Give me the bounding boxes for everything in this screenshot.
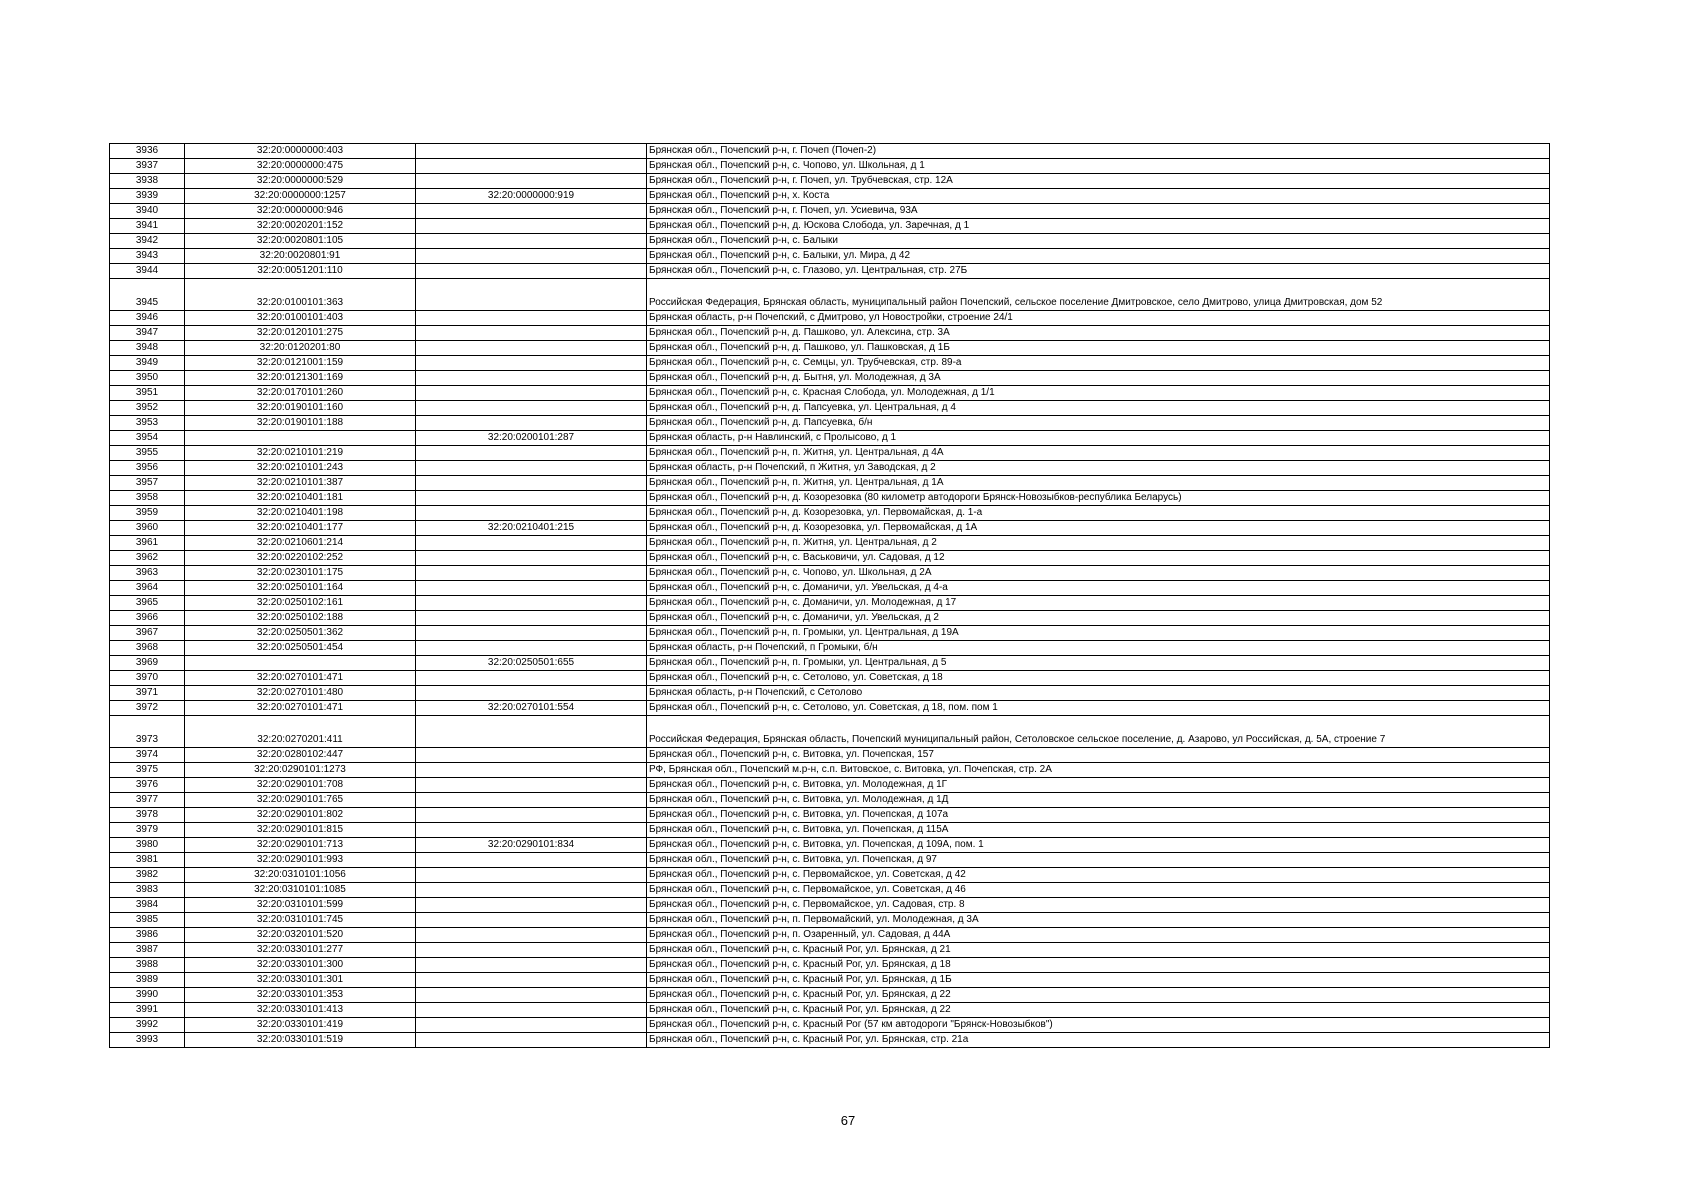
related-cadastral-number-cell: 32:20:0290101:834 <box>416 838 647 853</box>
address-cell: Брянская обл., Почепский р-н, с. Доманичи, ул. Увельская, д 2 <box>647 611 1550 626</box>
address-cell: Брянская обл., Почепский р-н, д. Козорезовка (80 километр автодороги Брянск-Новозыбков-республика Беларусь) <box>647 491 1550 506</box>
related-cadastral-number-cell <box>416 1003 647 1018</box>
table-row <box>110 626 1550 641</box>
row-number-cell: 3993 <box>110 1033 185 1048</box>
table-row <box>110 853 1550 868</box>
table-row <box>110 1003 1550 1018</box>
row-number-cell: 3989 <box>110 973 185 988</box>
address-cell: Брянская обл., Почепский р-н, с. Красный Рог, ул. Брянская, д 21 <box>647 943 1550 958</box>
related-cadastral-number-cell <box>416 551 647 566</box>
related-cadastral-number-cell <box>416 536 647 551</box>
related-cadastral-number-cell <box>416 626 647 641</box>
row-number-cell: 3948 <box>110 341 185 356</box>
related-cadastral-number-cell <box>416 386 647 401</box>
related-cadastral-number-cell <box>416 461 647 476</box>
row-number-cell: 3976 <box>110 778 185 793</box>
address-cell: Брянская обл., Почепский р-н, с. Витовка, ул. Молодежная, д 1Г <box>647 778 1550 793</box>
cadastral-number-cell: 32:20:0250102:188 <box>185 611 416 626</box>
cadastral-number-cell: 32:20:0210401:177 <box>185 521 416 536</box>
row-number-cell: 3981 <box>110 853 185 868</box>
cadastral-number-cell: 32:20:0230101:175 <box>185 566 416 581</box>
related-cadastral-number-cell <box>416 506 647 521</box>
cadastral-number-cell: 32:20:0000000:946 <box>185 204 416 219</box>
row-number-cell: 3941 <box>110 219 185 234</box>
cadastral-number-cell: 32:20:0100101:363 <box>185 279 416 311</box>
row-number-cell: 3973 <box>110 716 185 748</box>
table-row <box>110 159 1550 174</box>
row-number-cell: 3982 <box>110 868 185 883</box>
address-cell: Брянская обл., Почепский р-н, с. Витовка, ул. Молодежная, д 1Д <box>647 793 1550 808</box>
address-cell: Брянская обл., Почепский р-н, с. Чопово, ул. Школьная, д 1 <box>647 159 1550 174</box>
table-row <box>110 461 1550 476</box>
cadastral-number-cell: 32:20:0210101:387 <box>185 476 416 491</box>
table-row <box>110 521 1550 536</box>
related-cadastral-number-cell <box>416 671 647 686</box>
cadastral-number-cell: 32:20:0330101:277 <box>185 943 416 958</box>
table-row <box>110 763 1550 778</box>
table-row <box>110 686 1550 701</box>
row-number-cell: 3954 <box>110 431 185 446</box>
table-row <box>110 1018 1550 1033</box>
table-row <box>110 883 1550 898</box>
table-row <box>110 793 1550 808</box>
table-row <box>110 476 1550 491</box>
cadastral-number-cell: 32:20:0210101:219 <box>185 446 416 461</box>
table-row <box>110 973 1550 988</box>
table-row <box>110 431 1550 446</box>
address-cell: Брянская обл., Почепский р-н, х. Коста <box>647 189 1550 204</box>
table-row <box>110 189 1550 204</box>
address-cell: Брянская обл., Почепский р-н, д. Бытня, ул. Молодежная, д 3А <box>647 371 1550 386</box>
address-cell: Брянская область, р-н Навлинский, с Пролысово, д 1 <box>647 431 1550 446</box>
address-cell: Брянская область, р-н Почепский, п Житня, ул Заводская, д 2 <box>647 461 1550 476</box>
related-cadastral-number-cell <box>416 476 647 491</box>
address-cell: Брянская обл., Почепский р-н, с. Чопово, ул. Школьная, д 2А <box>647 566 1550 581</box>
table-row <box>110 204 1550 219</box>
row-number-cell: 3936 <box>110 144 185 159</box>
address-cell: Брянская обл., Почепский р-н, с. Витовка, ул. Почепская, д 109А, пом. 1 <box>647 838 1550 853</box>
row-number-cell: 3944 <box>110 264 185 279</box>
address-cell: Российская Федерация, Брянская область, Почепский муниципальный район, Сетоловское сельское поселение, д. Азарово, ул Российская, д. 5А, строение 7 <box>647 716 1550 748</box>
row-number-cell: 3937 <box>110 159 185 174</box>
cadastral-number-cell: 32:20:0000000:1257 <box>185 189 416 204</box>
table-row <box>110 808 1550 823</box>
row-number-cell: 3978 <box>110 808 185 823</box>
row-number-cell: 3942 <box>110 234 185 249</box>
address-cell: Брянская обл., Почепский р-н, д. Папсуевка, б/н <box>647 416 1550 431</box>
cadastral-number-cell: 32:20:0290101:802 <box>185 808 416 823</box>
address-cell: Брянская обл., Почепский р-н, д. Папсуевка, ул. Центральная, д 4 <box>647 401 1550 416</box>
cadastral-number-cell: 32:20:0250501:362 <box>185 626 416 641</box>
address-cell: Брянская обл., Почепский р-н, с. Красный Рог, ул. Брянская, д 22 <box>647 1003 1550 1018</box>
cadastral-number-cell: 32:20:0210101:243 <box>185 461 416 476</box>
row-number-cell: 3970 <box>110 671 185 686</box>
row-number-cell: 3984 <box>110 898 185 913</box>
table-row <box>110 416 1550 431</box>
cadastral-number-cell: 32:20:0100101:403 <box>185 311 416 326</box>
row-number-cell: 3971 <box>110 686 185 701</box>
address-cell: Брянская обл., Почепский р-н, с. Витовка, ул. Почепская, д 97 <box>647 853 1550 868</box>
related-cadastral-number-cell: 32:20:0210401:215 <box>416 521 647 536</box>
row-number-cell: 3957 <box>110 476 185 491</box>
related-cadastral-number-cell <box>416 279 647 311</box>
table-row <box>110 898 1550 913</box>
cadastral-number-cell: 32:20:0280102:447 <box>185 748 416 763</box>
address-cell: РФ, Брянская обл., Почепский м.р-н, с.п. Витовское, с. Витовка, ул. Почепская, стр. 2А <box>647 763 1550 778</box>
related-cadastral-number-cell <box>416 416 647 431</box>
row-number-cell: 3966 <box>110 611 185 626</box>
table-row <box>110 943 1550 958</box>
cadastral-number-cell: 32:20:0121001:159 <box>185 356 416 371</box>
table-row <box>110 958 1550 973</box>
row-number-cell: 3959 <box>110 506 185 521</box>
address-cell: Брянская обл., Почепский р-н, п. Озаренный, ул. Садовая, д 44А <box>647 928 1550 943</box>
cadastral-number-cell: 32:20:0290101:708 <box>185 778 416 793</box>
address-cell: Брянская обл., Почепский р-н, д. Козорезовка, ул. Первомайская, д 1А <box>647 521 1550 536</box>
related-cadastral-number-cell: 32:20:0200101:287 <box>416 431 647 446</box>
table-row <box>110 219 1550 234</box>
address-cell: Брянская обл., Почепский р-н, с. Васьковичи, ул. Садовая, д 12 <box>647 551 1550 566</box>
address-cell: Брянская обл., Почепский р-н, г. Почеп (Почеп-2) <box>647 144 1550 159</box>
related-cadastral-number-cell <box>416 566 647 581</box>
row-number-cell: 3980 <box>110 838 185 853</box>
cadastral-number-cell: 32:20:0290101:1273 <box>185 763 416 778</box>
address-cell: Брянская обл., Почепский р-н, п. Первомайский, ул. Молодежная, д 3А <box>647 913 1550 928</box>
cadastral-number-cell: 32:20:0310101:1085 <box>185 883 416 898</box>
table-row <box>110 928 1550 943</box>
related-cadastral-number-cell <box>416 264 647 279</box>
related-cadastral-number-cell <box>416 219 647 234</box>
cadastral-number-cell: 32:20:0120101:275 <box>185 326 416 341</box>
cadastral-number-cell: 32:20:0220102:252 <box>185 551 416 566</box>
table-row <box>110 988 1550 1003</box>
row-number-cell: 3945 <box>110 279 185 311</box>
related-cadastral-number-cell: 32:20:0000000:919 <box>416 189 647 204</box>
table-row <box>110 748 1550 763</box>
address-cell: Брянская обл., Почепский р-н, с. Красный Рог, ул. Брянская, д 22 <box>647 988 1550 1003</box>
cadastral-number-cell: 32:20:0310101:599 <box>185 898 416 913</box>
address-cell: Брянская обл., Почепский р-н, с. Витовка, ул. Почепская, 157 <box>647 748 1550 763</box>
row-number-cell: 3950 <box>110 371 185 386</box>
cadastral-number-cell: 32:20:0310101:1056 <box>185 868 416 883</box>
address-cell: Брянская обл., Почепский р-н, с. Сетолово, ул. Советская, д 18, пом. пом 1 <box>647 701 1550 716</box>
cadastral-number-cell: 32:20:0290101:765 <box>185 793 416 808</box>
cadastral-number-cell: 32:20:0320101:520 <box>185 928 416 943</box>
row-number-cell: 3991 <box>110 1003 185 1018</box>
row-number-cell: 3972 <box>110 701 185 716</box>
table-row <box>110 596 1550 611</box>
table-row <box>110 671 1550 686</box>
table-row <box>110 838 1550 853</box>
related-cadastral-number-cell <box>416 159 647 174</box>
row-number-cell: 3958 <box>110 491 185 506</box>
row-number-cell: 3964 <box>110 581 185 596</box>
related-cadastral-number-cell <box>416 611 647 626</box>
table-row <box>110 371 1550 386</box>
address-cell: Брянская обл., Почепский р-н, с. Первомайское, ул. Советская, д 46 <box>647 883 1550 898</box>
cadastral-number-cell: 32:20:0120201:80 <box>185 341 416 356</box>
table-body <box>110 144 1550 1048</box>
related-cadastral-number-cell <box>416 326 647 341</box>
cadastral-number-cell: 32:20:0051201:110 <box>185 264 416 279</box>
row-number-cell: 3960 <box>110 521 185 536</box>
cadastral-number-cell: 32:20:0330101:413 <box>185 1003 416 1018</box>
table-row <box>110 249 1550 264</box>
related-cadastral-number-cell <box>416 341 647 356</box>
cadastral-number-cell: 32:20:0020201:152 <box>185 219 416 234</box>
row-number-cell: 3946 <box>110 311 185 326</box>
related-cadastral-number-cell <box>416 943 647 958</box>
address-cell: Брянская обл., Почепский р-н, с. Красный Рог, ул. Брянская, стр. 21а <box>647 1033 1550 1048</box>
address-cell: Брянская область, р-н Почепский, с Сетолово <box>647 686 1550 701</box>
row-number-cell: 3983 <box>110 883 185 898</box>
cadastral-number-cell: 32:20:0190101:188 <box>185 416 416 431</box>
table-row <box>110 611 1550 626</box>
cadastral-number-cell: 32:20:0020801:105 <box>185 234 416 249</box>
related-cadastral-number-cell: 32:20:0250501:655 <box>416 656 647 671</box>
table-row <box>110 144 1550 159</box>
related-cadastral-number-cell: 32:20:0270101:554 <box>416 701 647 716</box>
related-cadastral-number-cell <box>416 446 647 461</box>
cadastral-number-cell: 32:20:0270101:480 <box>185 686 416 701</box>
address-cell: Брянская обл., Почепский р-н, с. Красный Рог, ул. Брянская, д 18 <box>647 958 1550 973</box>
cadastral-number-cell: 32:20:0330101:519 <box>185 1033 416 1048</box>
cadastral-number-cell: 32:20:0020801:91 <box>185 249 416 264</box>
address-cell: Брянская обл., Почепский р-н, с. Витовка, ул. Почепская, д 115А <box>647 823 1550 838</box>
related-cadastral-number-cell <box>416 581 647 596</box>
cadastral-number-cell: 32:20:0000000:403 <box>185 144 416 159</box>
related-cadastral-number-cell <box>416 641 647 656</box>
table-row <box>110 491 1550 506</box>
address-cell: Брянская обл., Почепский р-н, д. Козорезовка, ул. Первомайская, д. 1-а <box>647 506 1550 521</box>
related-cadastral-number-cell <box>416 883 647 898</box>
table-row <box>110 264 1550 279</box>
row-number-cell: 3967 <box>110 626 185 641</box>
related-cadastral-number-cell <box>416 249 647 264</box>
cadastral-number-cell: 32:20:0170101:260 <box>185 386 416 401</box>
row-number-cell: 3939 <box>110 189 185 204</box>
row-number-cell: 3961 <box>110 536 185 551</box>
cadastral-number-cell: 32:20:0190101:160 <box>185 401 416 416</box>
table-row <box>110 656 1550 671</box>
related-cadastral-number-cell <box>416 763 647 778</box>
cadastral-number-cell: 32:20:0290101:815 <box>185 823 416 838</box>
table-row <box>110 356 1550 371</box>
address-cell: Брянская обл., Почепский р-н, с. Красный Рог (57 км автодороги "Брянск-Новозыбков") <box>647 1018 1550 1033</box>
table-row <box>110 401 1550 416</box>
cadastral-number-cell: 32:20:0270101:471 <box>185 671 416 686</box>
table-row <box>110 551 1550 566</box>
related-cadastral-number-cell <box>416 491 647 506</box>
row-number-cell: 3988 <box>110 958 185 973</box>
address-cell: Брянская обл., Почепский р-н, д. Юскова Слобода, ул. Заречная, д 1 <box>647 219 1550 234</box>
cadastral-number-cell: 32:20:0210401:181 <box>185 491 416 506</box>
table-row <box>110 641 1550 656</box>
cadastral-number-cell: 32:20:0330101:353 <box>185 988 416 1003</box>
row-number-cell: 3979 <box>110 823 185 838</box>
related-cadastral-number-cell <box>416 596 647 611</box>
table-row <box>110 279 1550 311</box>
related-cadastral-number-cell <box>416 686 647 701</box>
row-number-cell: 3975 <box>110 763 185 778</box>
address-cell: Брянская обл., Почепский р-н, п. Громыки, ул. Центральная, д 19А <box>647 626 1550 641</box>
row-number-cell: 3952 <box>110 401 185 416</box>
cadastral-number-cell: 32:20:0210601:214 <box>185 536 416 551</box>
table-row <box>110 701 1550 716</box>
related-cadastral-number-cell <box>416 928 647 943</box>
table-row <box>110 506 1550 521</box>
related-cadastral-number-cell <box>416 1033 647 1048</box>
row-number-cell: 3987 <box>110 943 185 958</box>
row-number-cell: 3940 <box>110 204 185 219</box>
related-cadastral-number-cell <box>416 234 647 249</box>
cadastral-number-cell: 32:20:0330101:419 <box>185 1018 416 1033</box>
address-cell: Брянская обл., Почепский р-н, с. Красная Слобода, ул. Молодежная, д 1/1 <box>647 386 1550 401</box>
row-number-cell: 3977 <box>110 793 185 808</box>
related-cadastral-number-cell <box>416 823 647 838</box>
row-number-cell: 3974 <box>110 748 185 763</box>
related-cadastral-number-cell <box>416 371 647 386</box>
address-cell: Брянская обл., Почепский р-н, с. Первомайское, ул. Советская, д 42 <box>647 868 1550 883</box>
property-table <box>109 143 1550 1048</box>
row-number-cell: 3963 <box>110 566 185 581</box>
row-number-cell: 3955 <box>110 446 185 461</box>
table-row <box>110 386 1550 401</box>
related-cadastral-number-cell <box>416 311 647 326</box>
row-number-cell: 3951 <box>110 386 185 401</box>
related-cadastral-number-cell <box>416 898 647 913</box>
address-cell: Брянская обл., Почепский р-н, с. Красный Рог, ул. Брянская, д 1Б <box>647 973 1550 988</box>
cadastral-number-cell: 32:20:0000000:475 <box>185 159 416 174</box>
table-row <box>110 174 1550 189</box>
table-row <box>110 823 1550 838</box>
table-row <box>110 778 1550 793</box>
table-row <box>110 341 1550 356</box>
address-cell: Брянская область, р-н Почепский, п Громыки, б/н <box>647 641 1550 656</box>
address-cell: Брянская обл., Почепский р-н, с. Первомайское, ул. Садовая, стр. 8 <box>647 898 1550 913</box>
table-row <box>110 913 1550 928</box>
related-cadastral-number-cell <box>416 401 647 416</box>
related-cadastral-number-cell <box>416 988 647 1003</box>
table-row <box>110 446 1550 461</box>
table-row <box>110 311 1550 326</box>
address-cell: Брянская обл., Почепский р-н, п. Житня, ул. Центральная, д 1А <box>647 476 1550 491</box>
row-number-cell: 3968 <box>110 641 185 656</box>
table-row <box>110 326 1550 341</box>
row-number-cell: 3949 <box>110 356 185 371</box>
page-number: 67 <box>840 1113 856 1128</box>
related-cadastral-number-cell <box>416 174 647 189</box>
address-cell: Брянская обл., Почепский р-н, с. Доманичи, ул. Увельская, д 4-а <box>647 581 1550 596</box>
address-cell: Брянская область, р-н Почепский, с Дмитрово, ул Новостройки, строение 24/1 <box>647 311 1550 326</box>
cadastral-number-cell: 32:20:0210401:198 <box>185 506 416 521</box>
related-cadastral-number-cell <box>416 778 647 793</box>
cadastral-number-cell: 32:20:0290101:713 <box>185 838 416 853</box>
cadastral-number-cell: 32:20:0270101:471 <box>185 701 416 716</box>
related-cadastral-number-cell <box>416 913 647 928</box>
address-cell: Брянская обл., Почепский р-н, п. Громыки, ул. Центральная, д 5 <box>647 656 1550 671</box>
related-cadastral-number-cell <box>416 356 647 371</box>
row-number-cell: 3962 <box>110 551 185 566</box>
related-cadastral-number-cell <box>416 868 647 883</box>
related-cadastral-number-cell <box>416 204 647 219</box>
related-cadastral-number-cell <box>416 144 647 159</box>
row-number-cell: 3956 <box>110 461 185 476</box>
cadastral-number-cell: 32:20:0000000:529 <box>185 174 416 189</box>
related-cadastral-number-cell <box>416 748 647 763</box>
address-cell: Брянская обл., Почепский р-н, с. Доманичи, ул. Молодежная, д 17 <box>647 596 1550 611</box>
address-cell: Брянская обл., Почепский р-н, д. Пашково, ул. Пашковская, д 1Б <box>647 341 1550 356</box>
cadastral-number-cell <box>185 431 416 446</box>
address-cell: Брянская обл., Почепский р-н, с. Балыки <box>647 234 1550 249</box>
table-row <box>110 536 1550 551</box>
cadastral-number-cell: 32:20:0330101:301 <box>185 973 416 988</box>
address-cell: Брянская обл., Почепский р-н, с. Глазово, ул. Центральная, стр. 27Б <box>647 264 1550 279</box>
row-number-cell: 3965 <box>110 596 185 611</box>
cadastral-number-cell <box>185 656 416 671</box>
related-cadastral-number-cell <box>416 853 647 868</box>
row-number-cell: 3969 <box>110 656 185 671</box>
cadastral-number-cell: 32:20:0250101:164 <box>185 581 416 596</box>
table-row <box>110 868 1550 883</box>
address-cell: Брянская обл., Почепский р-н, д. Пашково, ул. Алексина, стр. 3А <box>647 326 1550 341</box>
related-cadastral-number-cell <box>416 1018 647 1033</box>
row-number-cell: 3943 <box>110 249 185 264</box>
cadastral-number-cell: 32:20:0121301:169 <box>185 371 416 386</box>
table-row <box>110 716 1550 748</box>
cadastral-number-cell: 32:20:0250501:454 <box>185 641 416 656</box>
table-row <box>110 1033 1550 1048</box>
address-cell: Брянская обл., Почепский р-н, с. Балыки, ул. Мира, д 42 <box>647 249 1550 264</box>
related-cadastral-number-cell <box>416 973 647 988</box>
row-number-cell: 3947 <box>110 326 185 341</box>
address-cell: Брянская обл., Почепский р-н, с. Сетолово, ул. Советская, д 18 <box>647 671 1550 686</box>
cadastral-number-cell: 32:20:0330101:300 <box>185 958 416 973</box>
cadastral-number-cell: 32:20:0310101:745 <box>185 913 416 928</box>
address-cell: Брянская обл., Почепский р-н, г. Почеп, ул. Усиевича, 93А <box>647 204 1550 219</box>
row-number-cell: 3938 <box>110 174 185 189</box>
cadastral-number-cell: 32:20:0270201:411 <box>185 716 416 748</box>
related-cadastral-number-cell <box>416 958 647 973</box>
row-number-cell: 3992 <box>110 1018 185 1033</box>
address-cell: Брянская обл., Почепский р-н, п. Житня, ул. Центральная, д 2 <box>647 536 1550 551</box>
row-number-cell: 3986 <box>110 928 185 943</box>
related-cadastral-number-cell <box>416 808 647 823</box>
table-row <box>110 581 1550 596</box>
row-number-cell: 3953 <box>110 416 185 431</box>
row-number-cell: 3985 <box>110 913 185 928</box>
cadastral-number-cell: 32:20:0290101:993 <box>185 853 416 868</box>
address-cell: Российская Федерация, Брянская область, муниципальный район Почепский, сельское поселение Дмитровское, село Дмитрово, улица Дмитровская, дом 52 <box>647 279 1550 311</box>
cadastral-number-cell: 32:20:0250102:161 <box>185 596 416 611</box>
address-cell: Брянская обл., Почепский р-н, с. Витовка, ул. Почепская, д 107а <box>647 808 1550 823</box>
address-cell: Брянская обл., Почепский р-н, г. Почеп, ул. Трубчевская, стр. 12А <box>647 174 1550 189</box>
related-cadastral-number-cell <box>416 716 647 748</box>
address-cell: Брянская обл., Почепский р-н, п. Житня, ул. Центральная, д 4А <box>647 446 1550 461</box>
related-cadastral-number-cell <box>416 793 647 808</box>
table-row <box>110 566 1550 581</box>
address-cell: Брянская обл., Почепский р-н, с. Семцы, ул. Трубчевская, стр. 89-а <box>647 356 1550 371</box>
row-number-cell: 3990 <box>110 988 185 1003</box>
table-row <box>110 234 1550 249</box>
